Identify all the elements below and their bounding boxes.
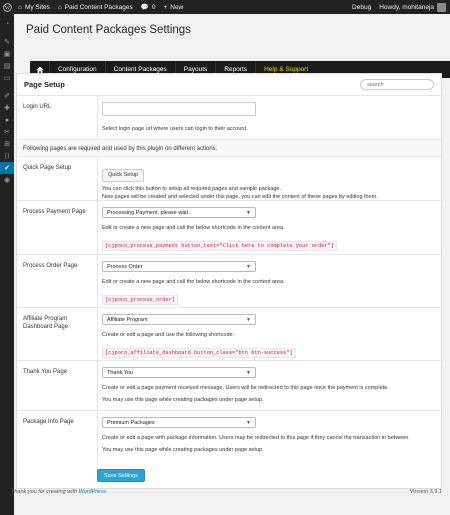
comments-icon[interactable]: ▭ xyxy=(3,75,11,82)
account-menu[interactable] xyxy=(375,0,450,14)
posts-icon[interactable]: ✎ xyxy=(4,39,10,46)
sites-icon: ⌂ xyxy=(18,3,22,11)
new-content-menu[interactable] xyxy=(159,0,187,14)
thank-you-label: Thank You Page xyxy=(23,369,68,375)
home-icon: ⌂ xyxy=(57,3,62,11)
package-info-selected: Premium Packages xyxy=(107,419,155,426)
appearance-icon[interactable]: ✐ xyxy=(4,93,10,100)
row-affiliate-dashboard xyxy=(17,308,441,361)
panel-header xyxy=(17,74,441,96)
chevron-down-icon: ▼ xyxy=(246,316,251,323)
process-payment-help: Edit or create a new page and call the below shortcode in the content area. xyxy=(102,225,285,231)
chevron-down-icon: ▼ xyxy=(246,209,251,216)
save-settings-button[interactable]: Save Settings xyxy=(97,469,145,482)
affiliate-dashboard-selected: Affiliate Program xyxy=(107,316,148,323)
process-order-label: Process Order Page xyxy=(23,263,78,269)
footer-thanks-text: Thank you for creating with xyxy=(11,489,79,495)
pages-notice-text: Following pages are required and used by this plugin on different actions. xyxy=(23,146,218,152)
nav-reports[interactable]: Reports xyxy=(216,61,256,78)
nav-content-packages[interactable]: Content Packages xyxy=(106,61,176,78)
process-payment-value xyxy=(97,201,441,254)
row-process-payment xyxy=(17,201,441,255)
page-title: Paid Content Packages Settings xyxy=(26,24,191,36)
nav-configuration[interactable]: Configuration xyxy=(50,61,106,78)
row-package-info xyxy=(17,411,441,463)
package-info-label: Package Info Page xyxy=(23,419,74,425)
process-payment-select[interactable] xyxy=(102,207,256,218)
quick-setup-value xyxy=(97,157,441,200)
row-process-order xyxy=(17,255,441,308)
debug-menu[interactable] xyxy=(348,0,375,14)
howdy-label: Howdy, mohitaneja xyxy=(379,3,434,11)
row-quick-setup xyxy=(17,157,441,201)
collapse-icon[interactable]: ◉ xyxy=(3,177,11,184)
footer-credit xyxy=(11,489,107,495)
panel-title: Page Setup xyxy=(24,80,65,89)
affiliate-dashboard-help: Create or edit a page and use the following shortcode: xyxy=(102,332,235,338)
affiliate-dashboard-label: Affiliate Program Dashboard Page xyxy=(23,316,69,330)
affiliate-dashboard-select[interactable] xyxy=(102,314,256,325)
process-payment-selected: Processing Payment, please wait.. xyxy=(107,209,192,216)
login-url-field[interactable] xyxy=(102,102,256,116)
admin-side-menu xyxy=(0,14,14,515)
plugins-icon[interactable]: ✚ xyxy=(4,105,10,112)
site-name-label: Paid Content Packages xyxy=(64,3,133,11)
my-sites-menu[interactable] xyxy=(14,0,54,14)
footer-thanks-suffix: . xyxy=(105,489,108,495)
thank-you-value xyxy=(97,361,441,410)
row-login-url xyxy=(17,96,441,140)
users-icon[interactable]: ● xyxy=(4,116,10,124)
process-payment-label: Process Payment Page xyxy=(23,209,86,215)
plus-icon: + xyxy=(163,3,168,11)
debug-label: Debug xyxy=(352,3,372,11)
avatar xyxy=(437,3,446,12)
package-info-value xyxy=(97,411,441,463)
wordpress-logo-icon[interactable] xyxy=(0,0,14,14)
settings-icon[interactable]: ⊞ xyxy=(4,141,10,148)
admin-bar xyxy=(0,0,450,14)
process-order-selected: Process Order xyxy=(107,263,143,270)
process-order-value xyxy=(97,255,441,307)
quick-setup-button[interactable]: Quick Setup xyxy=(102,169,144,182)
login-url-label: Login URL xyxy=(23,104,52,110)
quick-setup-label: Quick Page Setup xyxy=(23,165,72,171)
comments-count: 0 xyxy=(151,3,156,11)
package-info-help-2: You may use this page while creating packages under page setup. xyxy=(102,447,264,453)
process-order-shortcode: [cjpoco_process_order] xyxy=(102,295,178,305)
site-name-menu[interactable] xyxy=(54,0,137,14)
chevron-down-icon: ▼ xyxy=(246,263,251,270)
affiliate-dashboard-value xyxy=(97,308,441,360)
code-icon[interactable]: ⟨⟩ xyxy=(4,153,10,160)
thank-you-help-1: Create or edit a page payment received message. Users will be redirected to this page once the payment is complete. xyxy=(102,385,389,391)
thank-you-help-2: You may use this page while creating packages under page setup. xyxy=(102,397,264,403)
quick-setup-help-1: You can click this button to setup all required pages and sample package. xyxy=(102,185,281,192)
thank-you-selected: Thank You xyxy=(107,369,133,376)
thank-you-select[interactable] xyxy=(102,367,256,378)
dashboard-icon[interactable]: ◔ xyxy=(4,20,10,28)
login-url-value xyxy=(97,96,441,139)
chevron-down-icon: ▼ xyxy=(246,419,251,426)
media-icon[interactable]: ▣ xyxy=(3,51,11,58)
wordpress-link[interactable]: WordPress xyxy=(78,489,106,495)
chevron-down-icon: ▼ xyxy=(246,369,251,376)
affiliate-dashboard-shortcode: [cjpoco_affiliate_dashboard button_class="btn btn-success"] xyxy=(102,348,296,358)
search-input[interactable] xyxy=(360,79,434,90)
tools-icon[interactable]: ✂ xyxy=(4,129,10,136)
process-payment-shortcode: [cjpoco_process_payment button_text="Click here to complete your order"] xyxy=(102,241,337,251)
my-sites-label: My Sites xyxy=(24,3,50,11)
comments-menu[interactable] xyxy=(137,0,160,14)
paid-content-icon[interactable]: ✔ xyxy=(0,162,14,174)
process-order-select[interactable] xyxy=(102,261,256,272)
nav-payouts[interactable]: Payouts xyxy=(176,61,217,78)
nav-help-support[interactable]: Help & Support xyxy=(264,66,309,73)
comment-icon: 💬 xyxy=(140,4,149,11)
login-url-help: Select login page url where users can login to their account. xyxy=(102,126,248,132)
row-notice xyxy=(17,140,441,157)
row-thank-you xyxy=(17,361,441,411)
package-info-help-1: Create or edit a page with package information. Users may be redirected to this page if they cancel the transaction in between. xyxy=(102,435,410,441)
svg-text:W: W xyxy=(4,4,10,11)
footer-version: Version 3.9.1 xyxy=(409,489,442,495)
package-info-select[interactable] xyxy=(102,417,256,428)
pages-icon[interactable]: ▤ xyxy=(3,63,11,70)
process-order-help: Edit or create a new page and call the below shortcode in the content area. xyxy=(102,279,285,285)
new-label: New xyxy=(170,3,184,11)
page-setup-panel xyxy=(16,73,442,489)
quick-setup-help-2: New pages will be created and selected under this page, you can edit the content of these pages by editing them. xyxy=(102,193,378,200)
